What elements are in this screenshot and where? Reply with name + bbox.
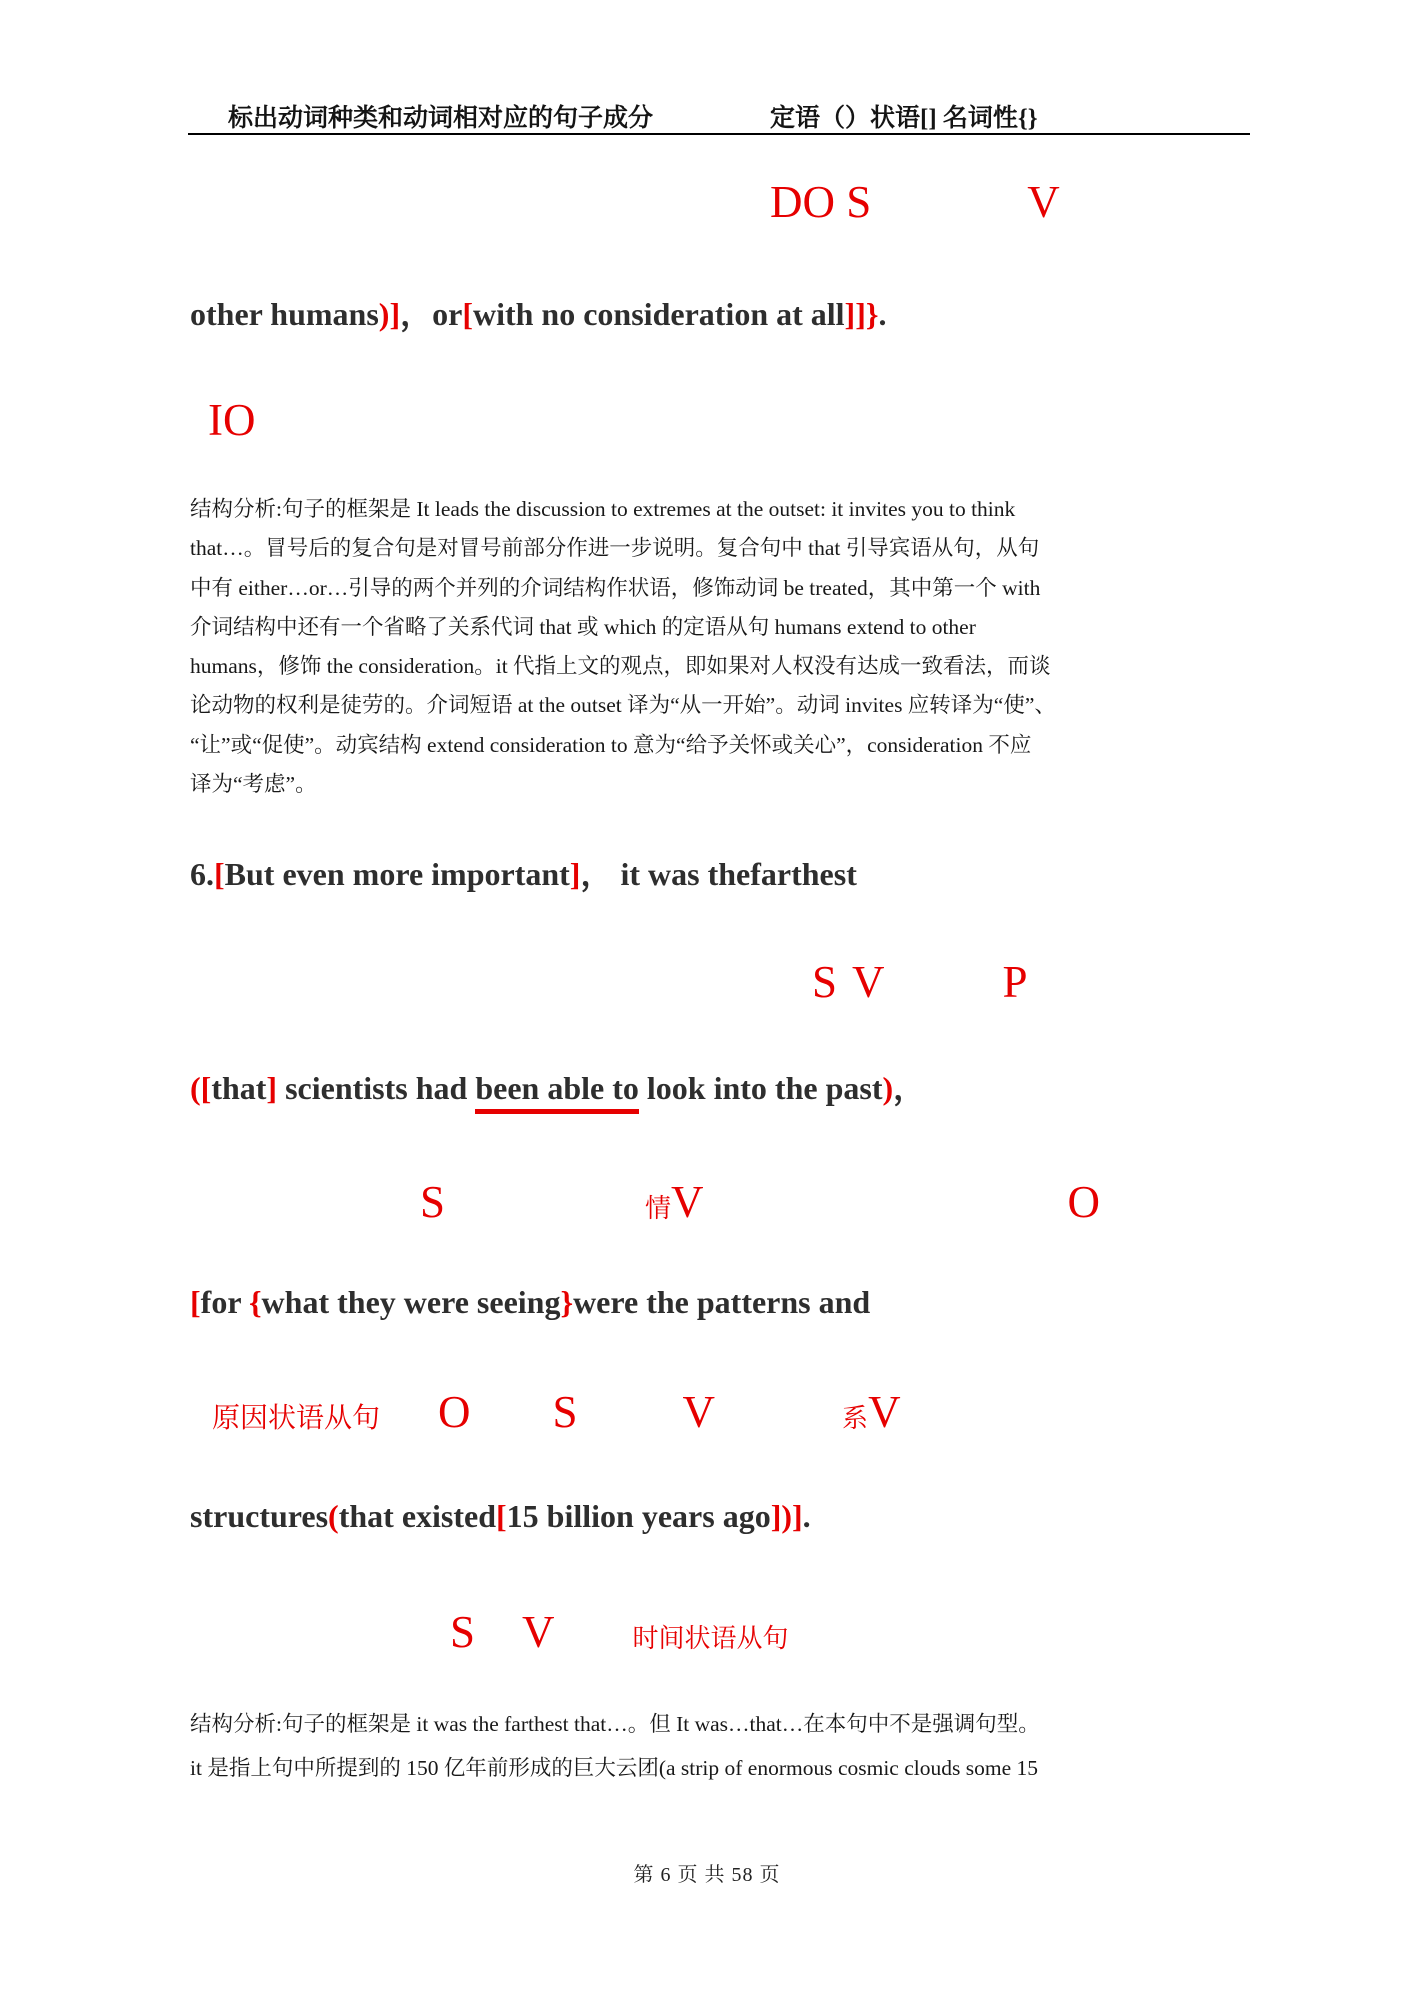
analysis-line: humans，修饰 the consideration。it 代指上文的观点，即如果对人权没有达成一致看法，而谈 <box>190 654 1051 679</box>
marker-v-5: V <box>522 1607 555 1657</box>
text-segment: ， <box>580 856 621 892</box>
page-number: 第 6 页 共 58 页 <box>633 1864 781 1886</box>
marker-row-3 <box>420 1177 1101 1227</box>
marker-v-1: V <box>1027 177 1060 227</box>
red-bracket-segment: { <box>248 1284 262 1320</box>
marker-s-3: S <box>420 1177 446 1227</box>
text-segment: scientists had <box>277 1070 476 1106</box>
text-segment: . <box>878 296 887 332</box>
marker-v-4: V <box>682 1387 716 1437</box>
sentence-line-3 <box>190 1282 870 1322</box>
red-bracket-segment: ) <box>882 1070 894 1106</box>
marker-xi-v <box>842 1387 901 1437</box>
sentence-line-1 <box>190 294 886 334</box>
analysis-line: that…。冒号后的复合句是对冒号前部分作进一步说明。复合句中 that 引导宾语从句，从句 <box>190 536 1040 561</box>
text-segment: were the patterns and <box>573 1284 871 1320</box>
sentence-line-4 <box>190 1496 811 1536</box>
marker-s-4: S <box>552 1387 578 1437</box>
analysis-paragraph-2 <box>190 1702 1040 1790</box>
red-bracket-segment: [ <box>190 1284 201 1320</box>
marker-qing-v <box>645 1177 704 1227</box>
text-segment: or <box>432 296 463 332</box>
header-divider <box>188 133 1250 135</box>
text-segment: that existed <box>338 1498 497 1534</box>
marker-row-1 <box>770 177 1060 227</box>
text-segment: structures <box>190 1498 329 1534</box>
red-bracket-segment: )] <box>378 296 401 332</box>
text-segment: been able to <box>475 1070 639 1114</box>
marker-o-4: O <box>438 1387 471 1437</box>
marker-s-2: S <box>812 957 838 1007</box>
analysis-line: it 是指上句中所提到的 150 亿年前形成的巨大云团(a strip of enormous cosmic clouds some 15 <box>190 1756 1038 1780</box>
sentence-line-2 <box>190 1068 925 1108</box>
analysis-line: 论动物的权利是徒劳的。介词短语 at the outset 译为“从一开始”。动词 invites 应转译为“使”、 <box>190 693 1056 718</box>
text-segment: 15 billion years ago <box>506 1498 771 1534</box>
marker-v-2: V <box>852 957 885 1007</box>
analysis-line: 译为“考虑”。 <box>190 772 317 797</box>
marker-row-4 <box>212 1387 901 1437</box>
red-bracket-segment: [ <box>200 1070 212 1106</box>
red-bracket-segment: ( <box>328 1498 339 1534</box>
text-segment: other humans <box>190 296 379 332</box>
text-segment: with no consideration at all <box>472 296 845 332</box>
text-segment: that <box>211 1070 267 1106</box>
red-bracket-segment: [ <box>214 856 225 892</box>
sentence-heading-6 <box>190 854 857 894</box>
text-segment: ， <box>400 296 433 332</box>
red-bracket-segment: ])] <box>770 1498 803 1534</box>
marker-do-s: DO S <box>770 177 872 227</box>
text-segment: But even more important <box>224 856 570 892</box>
text-segment: it was thefarthest <box>620 856 857 892</box>
text-segment: for <box>200 1284 249 1320</box>
red-bracket-segment: } <box>560 1284 574 1320</box>
text-segment: what they were seeing <box>261 1284 561 1320</box>
text-segment: . <box>802 1498 811 1534</box>
header-right-legend: 定语（）状语[] 名词性{} <box>770 105 1038 132</box>
red-bracket-segment: ] <box>569 856 581 892</box>
red-bracket-segment: [ <box>462 296 473 332</box>
text-segment: ， <box>893 1070 926 1106</box>
analysis-line: “让”或“促使”。动宾结构 extend consideration to 意为“给予关怀或关心”，consideration 不应 <box>190 732 1032 757</box>
marker-row-io <box>208 395 256 445</box>
text-segment: look into the past <box>638 1070 883 1106</box>
marker-row-2 <box>812 957 1028 1007</box>
marker-o-3: O <box>1067 1177 1101 1227</box>
analysis-line: 介词结构中还有一个省略了关系代词 that 或 which 的定语从句 humans extend to other <box>190 614 976 639</box>
analysis-paragraph-1 <box>190 490 1056 804</box>
analysis-line: 结构分析:句子的框架是 it was the farthest that…。但 It was…that…在本句中不是强调句型。 <box>190 1712 1040 1736</box>
red-bracket-segment: [ <box>496 1498 507 1534</box>
marker-clause-time: 时间状语从句 <box>632 1624 789 1653</box>
text-segment: V <box>671 1177 704 1227</box>
marker-clause-reason: 原因状语从句 <box>212 1403 381 1434</box>
red-bracket-segment: ] <box>266 1070 278 1106</box>
header-left-title: 标出动词种类和动词相对应的句子成分 <box>228 105 654 132</box>
analysis-line: 中有 either…or…引导的两个并列的介词结构作状语，修饰动词 be treated，其中第一个 with <box>190 575 1041 600</box>
text-segment: V <box>868 1387 901 1437</box>
text-segment: 系 <box>842 1404 869 1433</box>
red-bracket-segment: ( <box>190 1070 201 1106</box>
marker-p: P <box>1002 957 1028 1007</box>
text-segment: 情 <box>645 1194 672 1223</box>
analysis-line: 结构分析:句子的框架是 It leads the discussion to extremes at the outset: it invites you to think <box>190 497 1016 521</box>
text-segment: 6. <box>190 856 214 892</box>
marker-io: IO <box>208 395 256 445</box>
marker-row-5 <box>450 1607 789 1657</box>
marker-s-5: S <box>450 1607 476 1657</box>
red-bracket-segment: ]]} <box>844 296 879 332</box>
